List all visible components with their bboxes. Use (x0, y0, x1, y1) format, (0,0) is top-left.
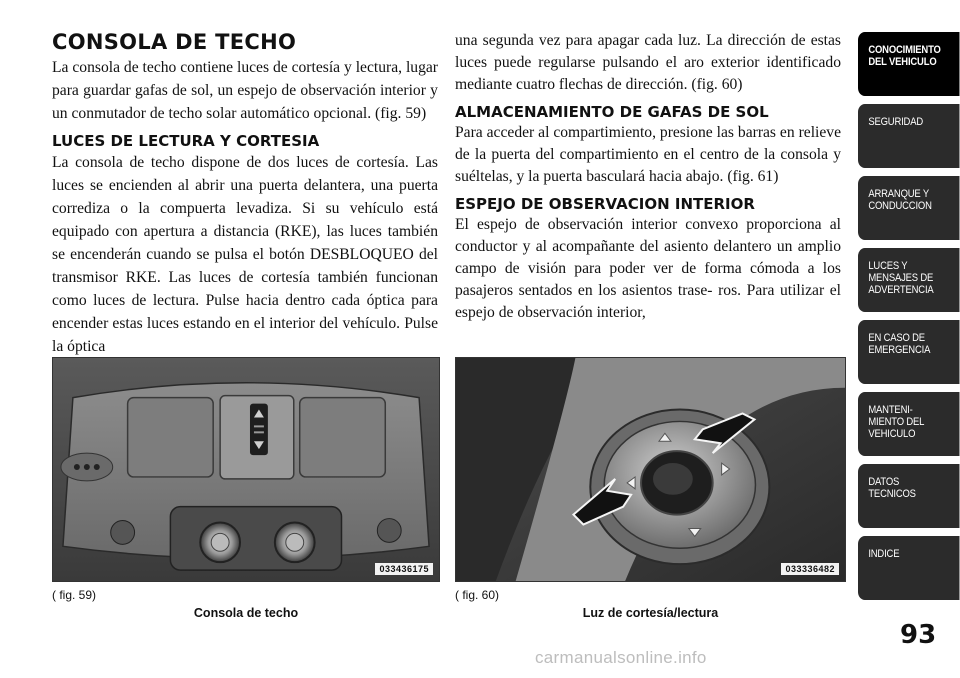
figure-caption: Luz de cortesía/lectura (582, 606, 719, 620)
intro-paragraph (52, 56, 438, 125)
continued-paragraph (455, 30, 841, 96)
left-column (52, 30, 438, 358)
text-line: una segunda vez para apagar cada luz. La dirección de (455, 32, 811, 49)
reading-lights-paragraph (52, 151, 438, 358)
figure-overhead-console (52, 357, 440, 582)
text-line: amplio campo de visión para poder ver de forma (455, 238, 841, 277)
tab-label: SEGURIDAD (868, 116, 924, 128)
tab-label: ADVERTENCIA (868, 284, 934, 296)
tab-label: MANTENI- (868, 404, 913, 416)
section-title-reading-lights: LUCES DE LECTURA Y CORTESIA (52, 132, 320, 150)
page-title: CONSOLA DE TECHO (52, 30, 297, 54)
watermark: carmanualsonline.info (535, 648, 707, 667)
tab-label: EN CASO DE (868, 332, 925, 344)
courtesy-light-illustration (456, 358, 845, 581)
text-line: El espejo de observación interior convexo proporciona (455, 216, 830, 233)
figure-reference: ( fig. 60) (455, 588, 500, 602)
text-line: botón DESBLOQUEO del transmisor RKE. Las luces (52, 246, 438, 286)
figure-caption: Consola de techo (193, 606, 299, 620)
tab-label: MENSAJES DE (868, 272, 934, 284)
tab-label: VEHICULO (868, 428, 916, 440)
tab-luces[interactable] (858, 248, 959, 312)
tab-label: INDICE (868, 548, 900, 560)
tab-label: CONDUCCION (868, 200, 932, 212)
tab-label: MIENTO DEL (868, 416, 925, 428)
text-line: la consola y suéltelas, y la puerta basculará hacia abajo. (455, 146, 841, 185)
tab-datos-tecnicos[interactable] (858, 464, 959, 528)
mirror-paragraph (455, 214, 841, 324)
text-line: cómoda a los pasajeros sentados en los asientos trase- (455, 260, 842, 299)
text-line: Pulse hacia dentro cada óptica para encender estas (52, 292, 438, 332)
right-column (455, 30, 841, 324)
text-line: lectura, lugar para guardar gafas de sol, un espejo de (52, 59, 438, 99)
overhead-console-illustration (53, 358, 439, 581)
figure-code: 033436175 (375, 563, 433, 575)
page-number: 93 (900, 620, 937, 650)
tab-seguridad[interactable] (858, 104, 959, 168)
text-line: relieve de la puerta del compartimiento en el centro de (455, 124, 841, 163)
tab-indice[interactable] (858, 536, 959, 600)
text-line: ros. Para utilizar el espejo de observación interior, (455, 282, 841, 321)
text-line: Para acceder al compartimiento, presione las barras en (455, 124, 799, 141)
text-line: La consola de techo contiene luces de cortesía y (52, 59, 356, 76)
section-title-mirror: ESPEJO DE OBSERVACION INTERIOR (455, 195, 755, 213)
text-line: La consola de techo dispone de dos luces de cortesía. (52, 154, 416, 171)
text-line: una puerta corrediza o la compuerta levadiza. Si su (52, 177, 438, 217)
text-line: (fig. 60) (691, 76, 743, 93)
chapter-tabs (858, 32, 960, 608)
tab-label: DEL VEHICULO (868, 56, 937, 68)
text-line: al conductor y al acompañante del asiento delantero un (455, 216, 841, 255)
text-line: automático opcional. (fig. 59) (240, 105, 427, 122)
text-line: Las luces se encienden al abrir una puerta delantera, (52, 154, 438, 194)
tab-mantenimiento[interactable] (858, 392, 959, 456)
text-line: vehículo está equipado con apertura a distancia (RKE), (52, 200, 438, 240)
tab-conocimiento[interactable] (858, 32, 959, 96)
figure-code: 033336482 (781, 563, 839, 575)
sunglasses-paragraph (455, 122, 841, 188)
text-line: (fig. 61) (727, 168, 779, 185)
tab-label: TECNICOS (868, 488, 916, 500)
text-line: de cortesía también funcionan como luces de lectura. (52, 269, 438, 309)
text-line: identificado mediante cuatro flechas de dirección. (455, 54, 841, 93)
tab-label: EMERGENCIA (868, 344, 931, 356)
text-line: las luces también se encenderán cuando se pulsa el (52, 223, 438, 263)
tab-label: LUCES Y (868, 260, 908, 272)
figure-reference: ( fig. 59) (52, 588, 97, 602)
tab-label: DATOS (868, 476, 900, 488)
text-line: luces estando en el interior del vehículo. Pulse la óptica (52, 315, 438, 355)
figure-courtesy-light (455, 357, 846, 582)
section-title-sunglasses: ALMACENAMIENTO DE GAFAS DE SOL (455, 103, 769, 121)
text-line: estas luces puede regularse pulsando el aro exterior (455, 32, 841, 71)
tab-label: ARRANQUE Y (868, 188, 929, 200)
tab-label: CONOCIMIENTO (868, 44, 941, 56)
text-line: observación interior y un conmutador de techo solar (52, 82, 438, 122)
tab-emergencia[interactable] (858, 320, 959, 384)
tab-arranque[interactable] (858, 176, 959, 240)
